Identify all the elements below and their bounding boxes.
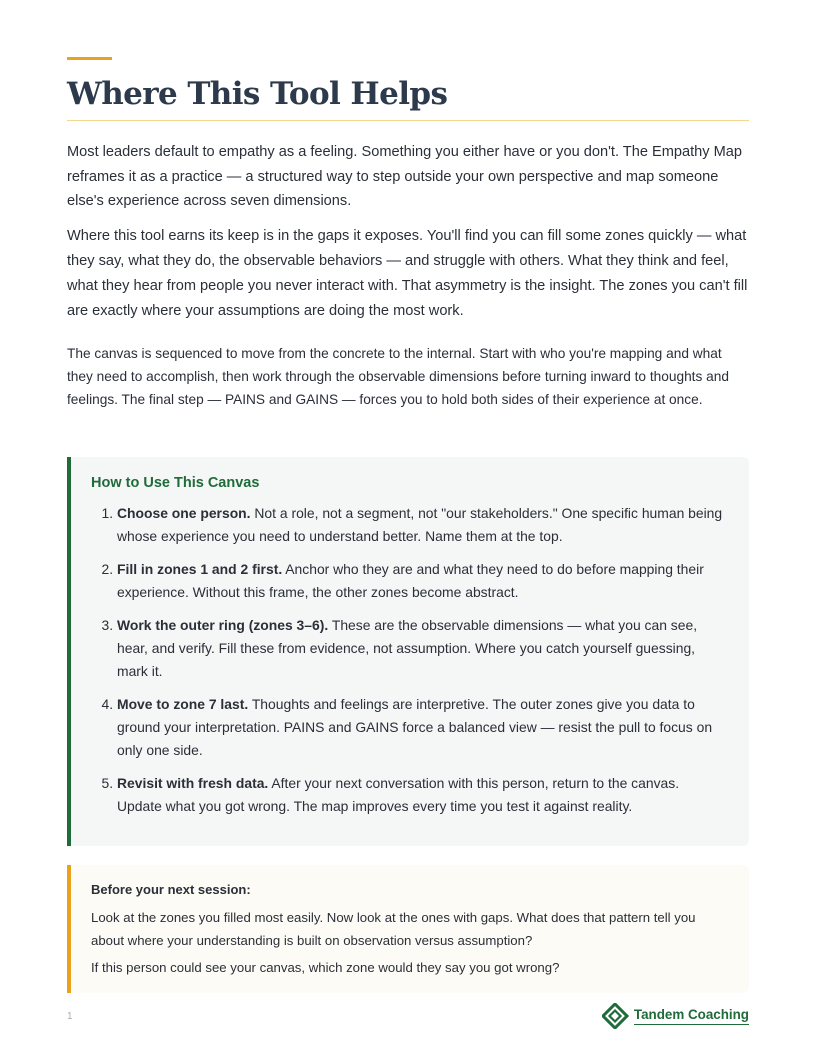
- page-number: 1: [67, 1011, 73, 1022]
- how-to-steps: [91, 502, 725, 818]
- list-item: [117, 772, 725, 818]
- page-title: Where This Tool Helps: [67, 76, 448, 112]
- brand-logo: [602, 1003, 749, 1029]
- step-lead: Revisit with fresh data.: [117, 775, 269, 791]
- step-lead: Fill in zones 1 and 2 first.: [117, 561, 283, 577]
- intro-section: [67, 140, 749, 411]
- step-text: Not a role, not a segment, not "our stakeholders." One specific human being whose experience you need to understand better. Name them at the top.: [117, 505, 723, 544]
- brand-name: Tandem Coaching: [634, 1007, 749, 1025]
- how-to-callout: [67, 457, 749, 846]
- list-item: [117, 558, 725, 604]
- title-accent-bar: [67, 57, 112, 60]
- next-session-heading: Before your next session:: [91, 882, 251, 897]
- step-lead: Move to zone 7 last.: [117, 696, 249, 712]
- step-lead: Work the outer ring (zones 3–6).: [117, 617, 329, 633]
- title-divider: [67, 120, 749, 121]
- list-item: [117, 614, 725, 683]
- list-item: [117, 502, 725, 548]
- list-item: [117, 693, 725, 762]
- step-lead: Choose one person.: [117, 505, 251, 521]
- next-session-callout: [67, 865, 749, 993]
- next-session-question-2: If this person could see your canvas, which zone would they say you got wrong?: [91, 960, 560, 975]
- intro-paragraph-3: The canvas is sequenced to move from the concrete to the internal. Start with who you're mapping and what they need to accomplish, then work through the observable dimensions before turning inward to thoughts and feelings. The final step — PAINS and GAINS — forces you to hold both sides of their experience at once.: [67, 345, 729, 408]
- how-to-heading: How to Use This Canvas: [91, 475, 260, 491]
- step-text: After your next conversation with this person, return to the canvas. Update what you got wrong. The map improves every time you test it against reality.: [117, 775, 680, 814]
- next-session-question-1: Look at the zones you filled most easily. Now look at the ones with gaps. What does that pattern tell you about where your understanding is built on observation versus assumption?: [91, 910, 696, 948]
- intro-paragraph-2: Where this tool earns its keep is in the gaps it exposes. You'll find you can fill some zones quickly — what they say, what they do, the observable behaviors — and struggle with others. What they think and feel, what they hear from people you never interact with. That asymmetry is the insight. The zones you can't fill are exactly where your assumptions are doing the most work.: [67, 227, 748, 319]
- diamond-icon: [602, 1003, 630, 1029]
- step-text: Thoughts and feelings are interpretive. The outer zones give you data to ground your interpretation. PAINS and GAINS force a balanced view — resist the pull to focus on only one side.: [117, 696, 713, 758]
- step-text: These are the observable dimensions — what you can see, hear, and verify. Fill these from evidence, not assumption. Where you catch yourself guessing, mark it.: [117, 617, 698, 679]
- step-text: Anchor who they are and what they need to do before mapping their experience. Without this frame, the other zones become abstract.: [117, 561, 704, 600]
- intro-paragraph-1: Most leaders default to empathy as a feeling. Something you either have or you don't. The Empathy Map reframes it as a practice — a structured way to step outside your own perspective and map someone else's experience across seven dimensions.: [67, 144, 743, 210]
